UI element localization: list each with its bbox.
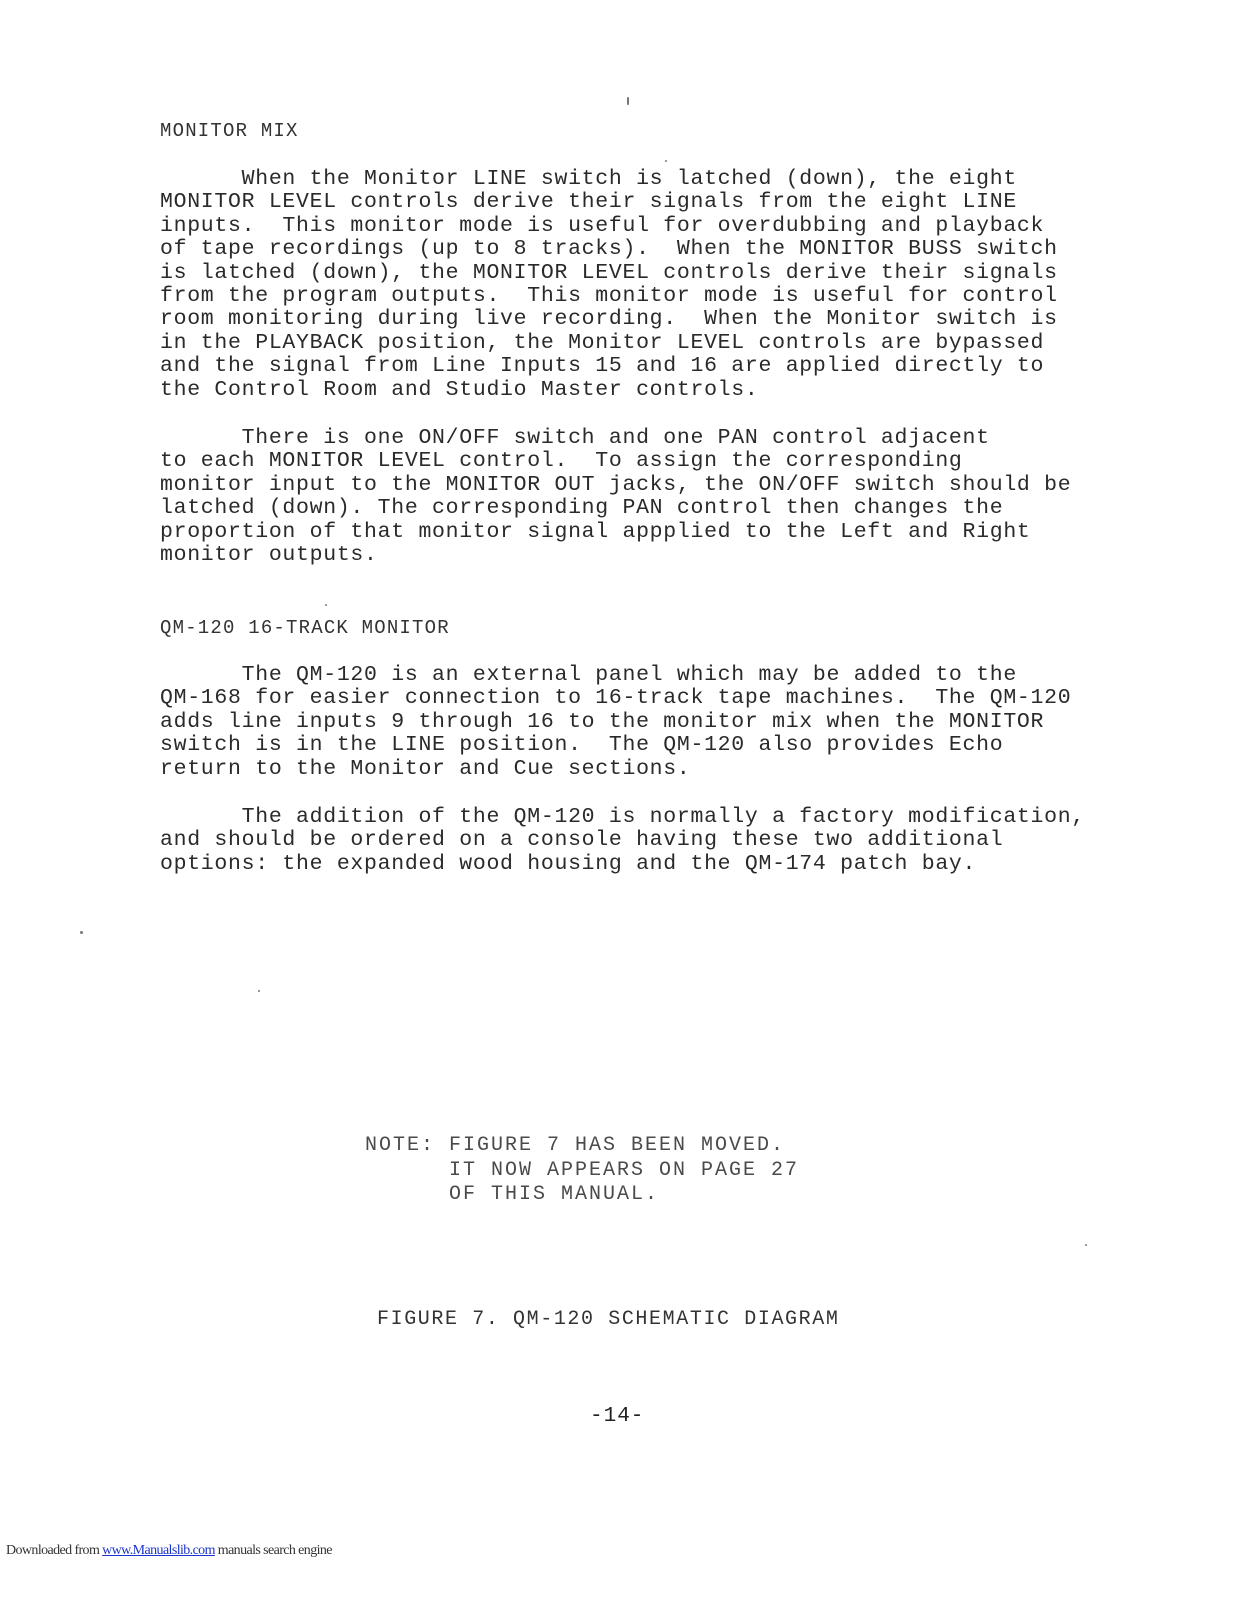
monitor-mix-paragraph-2 bbox=[160, 427, 1130, 567]
text-line: There is one ON/OFF switch and one PAN control adjacent bbox=[160, 426, 990, 450]
text-line: to each MONITOR LEVEL control. To assign the corresponding bbox=[160, 449, 963, 474]
text-line: options: the expanded wood housing and the QM-174 patch bay. bbox=[160, 851, 977, 876]
text-line: from the program outputs. This monitor mode is useful for control bbox=[160, 284, 1058, 309]
text-line: MONITOR LEVEL controls derive their signals from the eight LINE bbox=[160, 190, 1017, 215]
text-line: the Control Room and Studio Master controls. bbox=[160, 377, 759, 402]
note-line: IT NOW APPEARS ON PAGE 27 bbox=[365, 1158, 800, 1182]
text-line: proportion of that monitor signal appplied to the Left and Right bbox=[160, 519, 1031, 544]
text-line: switch is in the LINE position. The QM-120 also provides Echo bbox=[160, 733, 1004, 758]
text-line: of tape recordings (up to 8 tracks). When the MONITOR BUSS switch bbox=[160, 237, 1058, 262]
text-line: and should be ordered on a console having these two additional bbox=[160, 828, 1004, 853]
text-line: and the signal from Line Inputs 15 and 16 are applied directly to bbox=[160, 354, 1045, 379]
download-footer bbox=[6, 1543, 332, 1559]
footer-suffix: manuals search engine bbox=[214, 1543, 332, 1558]
text-line: QM-168 for easier connection to 16-track tape machines. The QM-120 bbox=[160, 686, 1072, 711]
monitor-mix-paragraph-1 bbox=[160, 168, 1130, 402]
figure-moved-note bbox=[365, 1134, 799, 1208]
text-line: return to the Monitor and Cue sections. bbox=[160, 756, 691, 781]
scan-speck bbox=[325, 604, 327, 606]
note-line: NOTE: FIGURE 7 HAS BEEN MOVED. bbox=[365, 1134, 786, 1157]
figure-caption: FIGURE 7. QM-120 SCHEMATIC DIAGRAM bbox=[377, 1308, 840, 1331]
text-line: When the Monitor LINE switch is latched (down), the eight bbox=[160, 167, 1017, 191]
qm120-paragraph-2 bbox=[160, 806, 1130, 876]
note-line: OF THIS MANUAL. bbox=[365, 1183, 660, 1206]
text-line: is latched (down), the MONITOR LEVEL controls derive their signals bbox=[160, 260, 1058, 285]
section-heading-monitor-mix: MONITOR MIX bbox=[160, 120, 299, 142]
manualslib-link[interactable]: www.Manualslib.com bbox=[102, 1543, 215, 1558]
section-heading-qm120: QM-120 16-TRACK MONITOR bbox=[160, 617, 450, 639]
text-line: monitor input to the MONITOR OUT jacks, the ON/OFF switch should be bbox=[160, 472, 1072, 497]
scan-speck bbox=[665, 160, 667, 162]
scan-speck bbox=[1085, 1244, 1087, 1246]
text-line: The QM-120 is an external panel which may be added to the bbox=[160, 663, 1017, 687]
text-line: monitor outputs. bbox=[160, 543, 378, 568]
scan-speck bbox=[80, 931, 83, 934]
text-line: room monitoring during live recording. When the Monitor switch is bbox=[160, 307, 1058, 332]
text-line: adds line inputs 9 through 16 to the monitor mix when the MONITOR bbox=[160, 709, 1045, 734]
page-number: -14- bbox=[590, 1405, 645, 1428]
text-line: latched (down). The corresponding PAN control then changes the bbox=[160, 496, 1004, 521]
qm120-paragraph-1 bbox=[160, 664, 1130, 781]
scan-speck bbox=[627, 97, 629, 105]
text-line: The addition of the QM-120 is normally a factory modification, bbox=[160, 805, 1085, 829]
text-line: in the PLAYBACK position, the Monitor LEVEL controls are bypassed bbox=[160, 330, 1045, 355]
footer-prefix: Downloaded from bbox=[6, 1543, 103, 1558]
scan-speck bbox=[258, 990, 260, 992]
text-line: inputs. This monitor mode is useful for overdubbing and playback bbox=[160, 213, 1045, 238]
